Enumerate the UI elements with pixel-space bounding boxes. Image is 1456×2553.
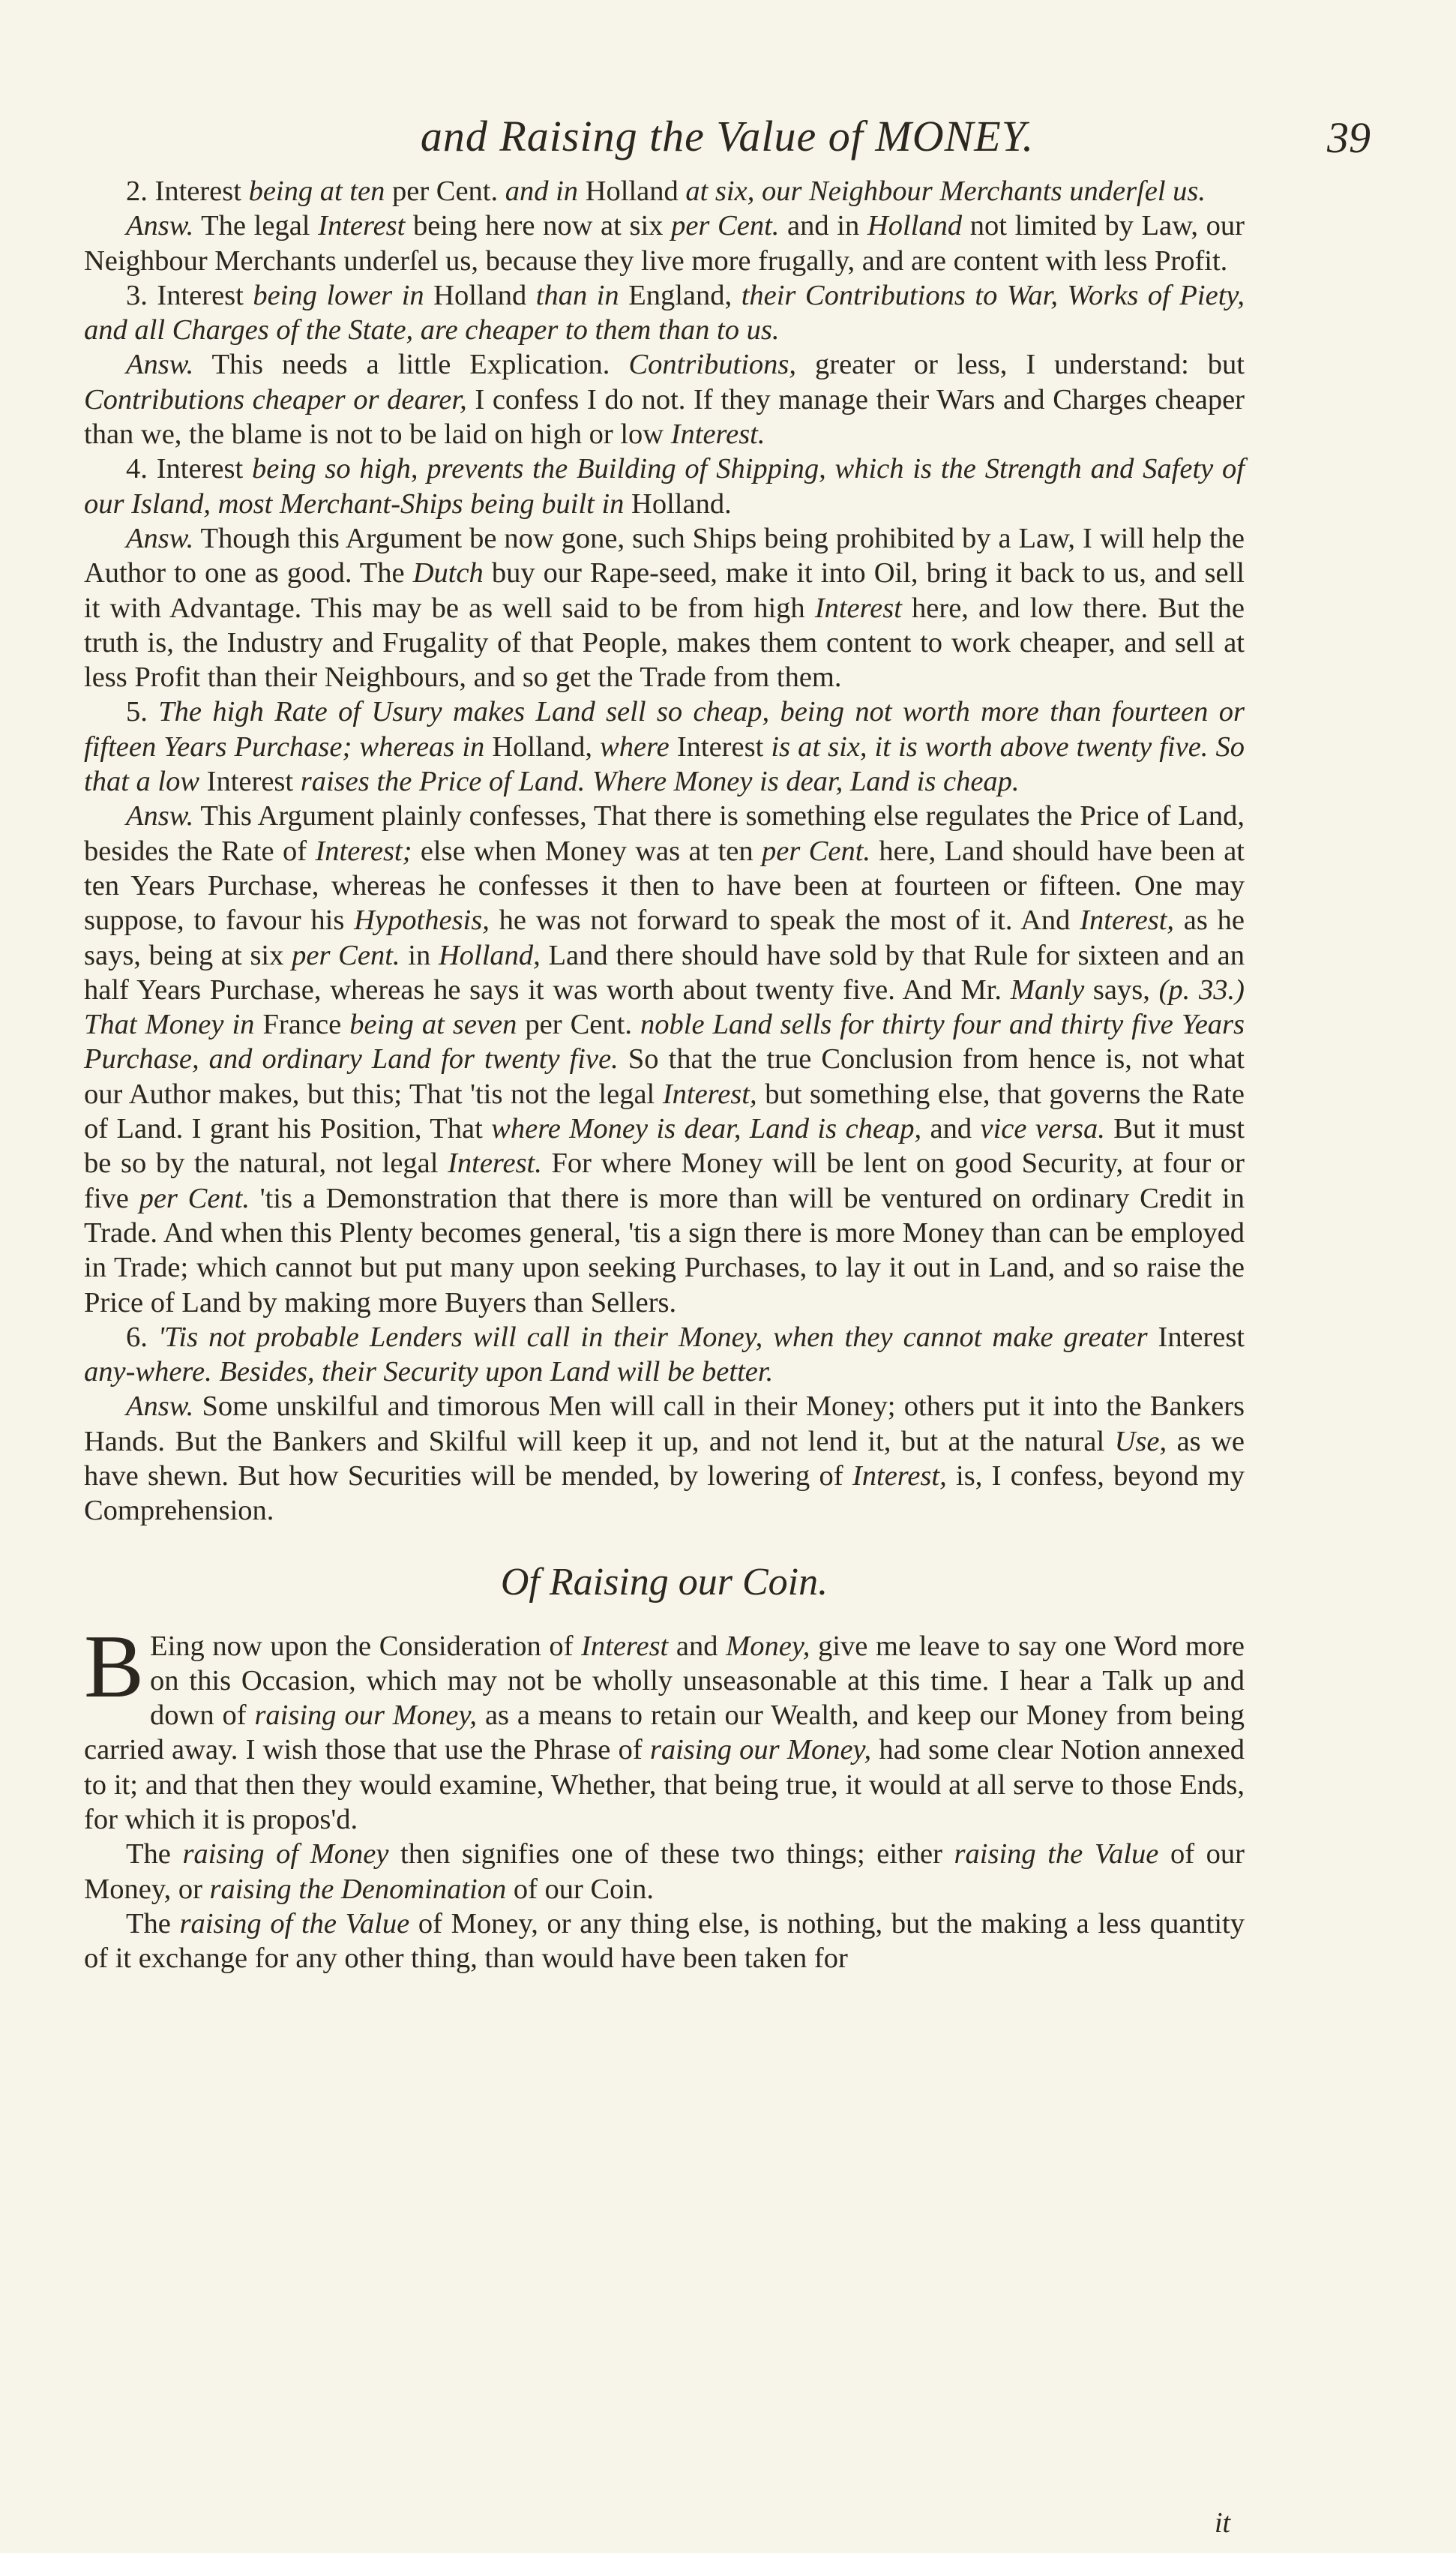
- italic-text-run: Interest,: [1080, 904, 1175, 937]
- italic-text-run: Use,: [1114, 1425, 1167, 1457]
- text-run: France: [254, 1009, 350, 1041]
- answer-paragraph: [84, 347, 1245, 452]
- section-heading: Of Raising our Coin.: [500, 1560, 828, 1604]
- text-run: give me leave to say one Word more on this Occasion, which may not be wholly unseasonable at this time. I hear a Talk up and down of: [150, 1630, 1245, 1732]
- text-run: not limited by Law, our Neighbour Merchants underſel us, because they live more frugally, and are content with less Profit.: [84, 210, 1245, 277]
- text-run: Interest: [199, 766, 301, 798]
- italic-text-run: their Contributions to War, Works of Piety, and all Charges of the State, are cheaper to them than to us.: [84, 279, 1245, 346]
- italic-text-run: Hypothesis,: [354, 904, 490, 937]
- argument-number: 4.: [126, 453, 148, 485]
- text-run: as a means to retain our Wealth, and keep our Money from being carried away. I wish those that use the Phrase of: [84, 1700, 1245, 1766]
- italic-text-run: noble Land sells for thirty four and thirty five Years Purchase, and ordinary Land for twenty five.: [84, 1009, 1245, 1076]
- italic-text-run: raising the Denomination: [209, 1873, 507, 1905]
- italic-text-run: where Money is dear, Land is cheap,: [491, 1113, 922, 1145]
- text-run: and in: [779, 210, 867, 242]
- answer-paragraph: [84, 1389, 1245, 1528]
- italic-text-run: than in: [535, 279, 619, 311]
- text-run: says,: [1084, 974, 1159, 1006]
- italic-text-run: per Cent.: [762, 835, 871, 867]
- italic-text-run: any-where. Besides, their Security upon Land will be better.: [84, 1356, 774, 1388]
- text-run: The: [126, 1838, 183, 1870]
- italic-text-run: Interest,: [662, 1078, 757, 1110]
- italic-text-run: Interest: [318, 210, 406, 242]
- text-run: Interest: [147, 453, 252, 485]
- italic-text-run: Interest: [581, 1630, 669, 1662]
- italic-text-run: being so high, prevents the Building of Shipping, which is the Strength and Safety of our Island, most Merchant-Ships being built in: [84, 453, 1245, 520]
- italic-text-run: (p. 33.) That Money in: [84, 974, 1245, 1041]
- italic-text-run: Money,: [726, 1630, 810, 1662]
- text-run: England,: [619, 279, 741, 311]
- italic-text-run: being at seven: [349, 1009, 517, 1041]
- italic-text-run: being lower in: [253, 279, 424, 311]
- answer-paragraph: [84, 1837, 1245, 1906]
- text-run: The: [126, 1907, 180, 1940]
- argument-paragraph: [84, 452, 1245, 521]
- italic-text-run: is at six, it is worth above twenty five. So that a low: [84, 730, 1245, 798]
- text-run: as he says, being at six: [84, 904, 1245, 971]
- italic-text-run: being at ten: [248, 176, 385, 207]
- text-run: here, Land should have been at ten Years Purchase, whereas he confesses it then to have been at fourteen or fifteen. One may suppose, to favour his: [84, 835, 1245, 937]
- text-run: Interest: [147, 176, 249, 207]
- body-text: [84, 174, 1245, 1976]
- dropcap-paragraph: [84, 1616, 1245, 1838]
- text-run: he was not forward to speak the most of it. And: [489, 904, 1080, 937]
- italic-text-run: Answ.: [126, 349, 194, 381]
- italic-text-run: Dutch: [412, 557, 484, 590]
- catchword: it: [1215, 2507, 1231, 2539]
- italic-text-run: raising of Money: [182, 1838, 389, 1870]
- italic-text-run: Holland,: [438, 939, 541, 971]
- italic-text-run: and in: [505, 176, 579, 207]
- argument-list: [84, 174, 1245, 1528]
- text-run: Interest: [669, 730, 771, 763]
- text-run: 'tis a Demonstration that there is more than will be ventured on ordinary Credit in Trade. And when this Plenty becomes general, 'tis a sign there is more Money than can be employed in Trade; which cannot but put many upon seeking Purchases, to lay it out in Land, and so raise the Price of Land by making more Buyers than Sellers.: [84, 1182, 1245, 1318]
- text-run: being here now at six: [405, 210, 672, 242]
- italic-text-run: vice versa.: [980, 1113, 1105, 1145]
- italic-text-run: Answ.: [126, 800, 194, 832]
- italic-text-run: Interest,: [852, 1460, 947, 1492]
- italic-text-run: Answ.: [126, 522, 194, 554]
- drop-cap-letter: B: [84, 1616, 145, 1716]
- argument-paragraph: [84, 174, 1245, 208]
- text-run: Interest: [1147, 1321, 1245, 1353]
- italic-text-run: Interest: [814, 592, 902, 624]
- italic-text-run: raises the Price of Land. Where Money is dear, Land is cheap.: [300, 766, 1020, 798]
- text-run: This needs a little Explication.: [193, 349, 629, 381]
- text-run: Some unskilful and timorous Men will call in their Money; others put it into the Bankers Hands. But the Bankers and Skilful will keep it up, and not lend it, but at the natural: [84, 1390, 1245, 1457]
- italic-text-run: Manly: [1010, 974, 1085, 1006]
- argument-paragraph: [84, 1320, 1245, 1390]
- page-number: 39: [1327, 113, 1371, 162]
- argument-number: 5.: [126, 696, 148, 728]
- argument-paragraph: [84, 278, 1245, 348]
- page-header: [0, 111, 1456, 171]
- text-run: of Money, or any thing else, is nothing, but the making a less quantity of it exchange for any other thing, than would have been taken for: [84, 1907, 1245, 1975]
- text-run: per Cent.: [385, 176, 505, 207]
- italic-text-run: Interest.: [448, 1148, 542, 1180]
- text-run: per Cent.: [517, 1009, 640, 1041]
- text-run: and: [921, 1113, 981, 1145]
- text-run: For where Money will be lent on good Security, at four or five: [84, 1148, 1245, 1214]
- text-run: but something else, that governs the Rate of Land. I grant his Position, That: [84, 1078, 1245, 1145]
- argument-paragraph: [84, 694, 1245, 799]
- text-run: Though this Argument be now gone, such Ships being prohibited by a Law, I will help the Author to one as good. The: [84, 522, 1245, 590]
- text-run: Land there should have sold by that Rule for sixteen and an half Years Purchase, whereas he says it was worth about twenty five. And Mr.: [84, 939, 1245, 1006]
- text-run: The legal: [193, 210, 319, 242]
- running-title: and Raising the Value of MONEY.: [420, 112, 1035, 160]
- text-run: is, I confess, beyond my Comprehension.: [84, 1460, 1245, 1527]
- text-run: Holland.: [624, 488, 732, 520]
- text-run: I confess I do not. If they manage their Wars and Charges cheaper than we, the blame is not to be laid on high or low: [84, 383, 1245, 451]
- text-run: Holland: [424, 279, 536, 311]
- italic-text-run: per Cent.: [139, 1182, 250, 1214]
- text-run: in: [400, 939, 439, 971]
- answer-paragraph: [84, 208, 1245, 278]
- italic-text-run: at six, our Neighbour Merchants underſel us.: [685, 176, 1206, 207]
- text-run: So that the true Conclusion from hence is, not what our Author makes, but this; That 'tis not the legal: [84, 1043, 1245, 1110]
- italic-text-run: Contributions cheaper or dearer,: [84, 383, 467, 416]
- text-run: and: [668, 1630, 727, 1662]
- italic-text-run: per Cent.: [292, 939, 400, 971]
- italic-text-run: Answ.: [126, 210, 194, 242]
- section-body: [84, 1616, 1245, 1976]
- text-run: here, and low there. But the truth is, the Industry and Frugality of that People, makes them content to work cheaper, and sell at less Profit than their Neighbours, and so get the Trade from them.: [84, 592, 1245, 694]
- text-run: greater or less, I understand: but: [796, 349, 1245, 381]
- text-run: This Argument plainly confesses, That there is something else regulates the Price of Land, besides the Rate of: [84, 800, 1245, 867]
- answer-paragraph: [84, 521, 1245, 694]
- italic-text-run: raising the Value: [954, 1838, 1159, 1870]
- text-run: of our Coin.: [506, 1873, 654, 1905]
- italic-text-run: where: [600, 730, 670, 763]
- italic-text-run: Contributions,: [628, 349, 796, 381]
- text-run: Interest: [147, 279, 253, 311]
- italic-text-run: Answ.: [126, 1390, 194, 1423]
- answer-paragraph: [84, 1906, 1245, 1976]
- italic-text-run: raising of the Value: [179, 1907, 410, 1940]
- italic-text-run: The high Rate of Usury makes Land sell so cheap, being not worth more than fourteen or fifteen Years Purchase; whereas in: [84, 696, 1245, 763]
- argument-number: 6.: [126, 1321, 148, 1353]
- italic-text-run: Interest;: [315, 835, 412, 867]
- text-run: then signifies one of these two things; either: [388, 1838, 954, 1870]
- text-run: of our Money, or: [84, 1838, 1245, 1905]
- text-run: as we have shewn. But how Securities will be mended, by lowering of: [84, 1425, 1245, 1492]
- italic-text-run: 'Tis not probable Lenders will call in their Money, when they cannot make greater: [147, 1321, 1148, 1353]
- italic-text-run: Interest.: [670, 418, 765, 451]
- answer-paragraph: [84, 799, 1245, 1319]
- text-run: had some clear Notion annexed to it; and that then they would examine, Whether, that being true, it would at all serve to those Ends, for which it is propos'd.: [84, 1734, 1245, 1836]
- text-run: Eing now upon the Consideration of: [150, 1630, 582, 1662]
- italic-text-run: raising our Money,: [254, 1700, 478, 1732]
- argument-number: 3.: [126, 279, 148, 311]
- text-run: Holland,: [484, 730, 601, 763]
- text-run: But it must be so by the natural, not legal: [84, 1113, 1245, 1180]
- text-run: else when Money was at ten: [412, 835, 762, 867]
- text-run: Holland: [578, 176, 686, 207]
- italic-text-run: raising our Money,: [649, 1734, 872, 1766]
- italic-text-run: Holland: [867, 210, 963, 242]
- italic-text-run: per Cent.: [671, 210, 780, 242]
- argument-number: 2.: [126, 176, 148, 207]
- text-run: buy our Rape-seed, make it into Oil, bring it back to us, and sell it with Advantage. This may be as well said to be from high: [84, 557, 1245, 624]
